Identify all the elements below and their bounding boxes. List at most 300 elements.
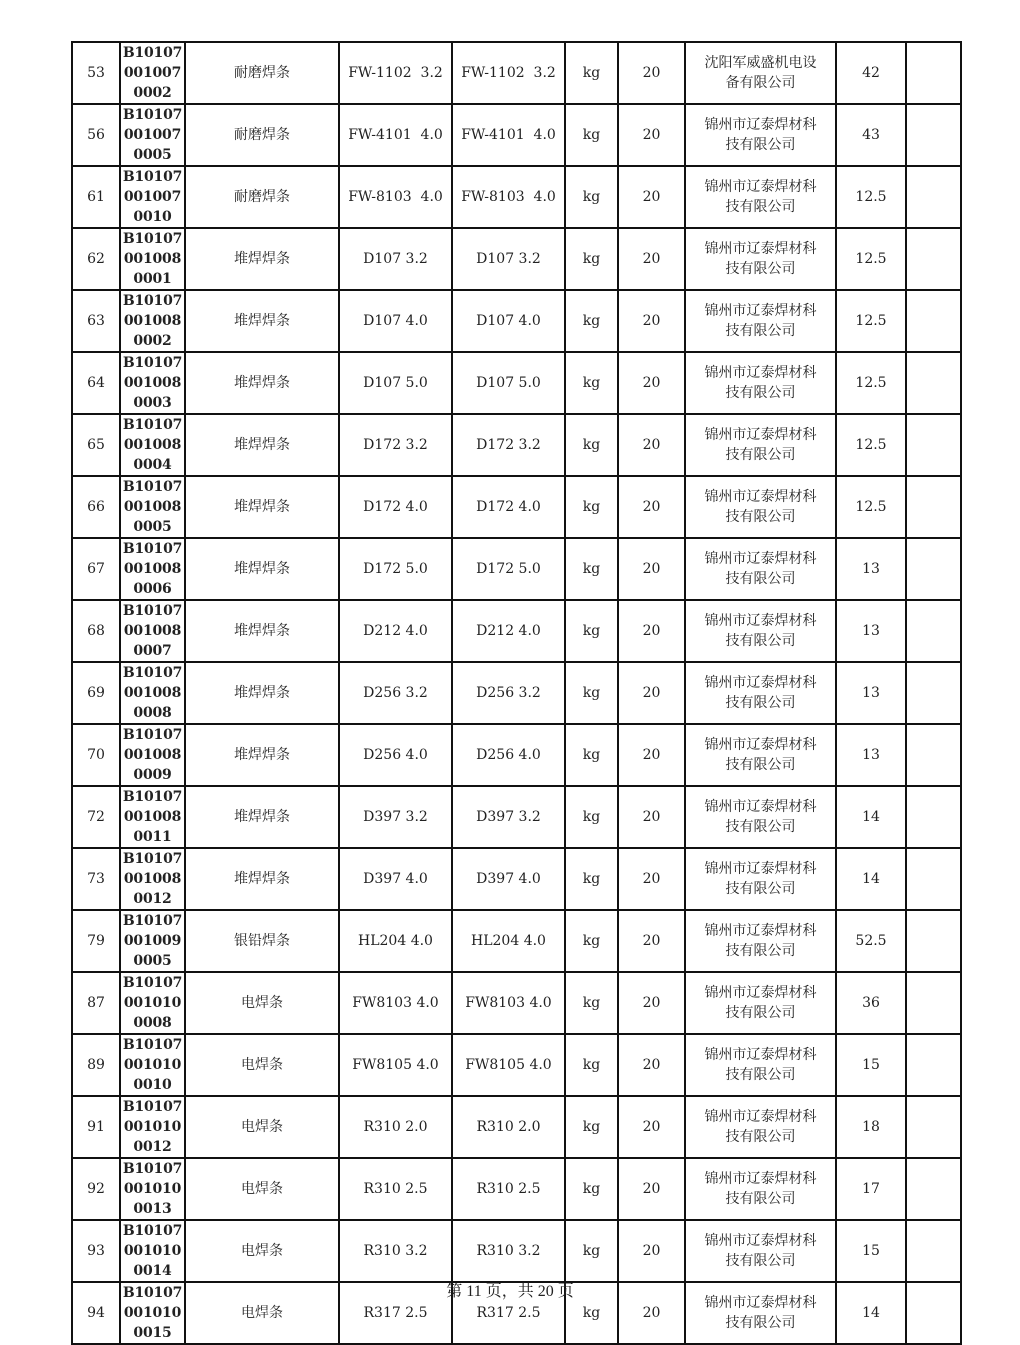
unit-price xyxy=(836,42,906,104)
specification xyxy=(339,42,452,104)
supplier xyxy=(685,538,836,600)
row-number-text: 79 xyxy=(87,933,105,949)
supplier-text: 锦州市辽泰焊材科 xyxy=(704,799,817,815)
model-text: D397 4.0 xyxy=(476,871,541,887)
specification-text: FW-1102 3.2 xyxy=(348,65,443,81)
material-name-text: 耐磨焊条 xyxy=(234,127,290,143)
material-code-text: B10107001010 xyxy=(122,1037,183,1073)
supplier xyxy=(685,476,836,538)
row-number-text: 68 xyxy=(87,623,105,639)
remark xyxy=(906,724,961,786)
material-name-text: 电焊条 xyxy=(241,1305,283,1321)
model-text: FW8105 4.0 xyxy=(465,1057,552,1073)
unit-price xyxy=(836,1220,906,1282)
unit-text: kg xyxy=(582,995,601,1011)
supplier-text: 锦州市辽泰焊材科 xyxy=(704,551,817,567)
unit-price xyxy=(836,290,906,352)
material-code xyxy=(120,724,185,786)
unit-text: kg xyxy=(582,313,601,329)
row-number xyxy=(72,104,120,166)
unit-price-text: 13 xyxy=(862,623,880,639)
model-text: D212 4.0 xyxy=(476,623,541,639)
table-row xyxy=(72,848,961,910)
material-code-text: 0010 xyxy=(133,209,172,225)
quantity-text: 20 xyxy=(642,933,661,949)
material-code-text: 0002 xyxy=(133,85,172,101)
material-code-text: 0014 xyxy=(133,1263,172,1279)
unit-price-text: 12.5 xyxy=(855,313,887,329)
material-code xyxy=(120,104,185,166)
quantity-text: 20 xyxy=(642,499,661,515)
material-code-text: B10107001008 xyxy=(122,665,183,701)
quantity-text: 20 xyxy=(642,375,661,391)
quantity xyxy=(618,1220,685,1282)
material-name-text: 堆焊焊条 xyxy=(234,437,290,453)
model xyxy=(452,104,565,166)
specification-text: FW-4101 4.0 xyxy=(348,127,443,143)
unit-price xyxy=(836,166,906,228)
specification-text: FW8105 4.0 xyxy=(352,1057,439,1073)
material-name-text: 堆焊焊条 xyxy=(234,623,290,639)
unit-price-text: 15 xyxy=(862,1243,880,1259)
row-number-text: 65 xyxy=(87,437,105,453)
quantity xyxy=(618,786,685,848)
material-code xyxy=(120,1034,185,1096)
unit-text: kg xyxy=(582,189,601,205)
material-name xyxy=(185,538,339,600)
quantity-text: 20 xyxy=(642,437,661,453)
model-text: D172 5.0 xyxy=(476,561,541,577)
material-name xyxy=(185,166,339,228)
unit xyxy=(565,662,618,724)
quantity-text: 20 xyxy=(642,189,661,205)
quantity-text: 20 xyxy=(642,995,661,1011)
specification-text: D256 3.2 xyxy=(363,685,428,701)
supplier xyxy=(685,910,836,972)
unit xyxy=(565,600,618,662)
supplier xyxy=(685,1220,836,1282)
row-number-text: 64 xyxy=(87,375,105,391)
specification xyxy=(339,166,452,228)
unit-text: kg xyxy=(582,65,601,81)
supplier-text: 技有限公司 xyxy=(725,943,796,959)
supplier-text: 沈阳军威盛机电设 xyxy=(704,55,817,71)
row-number xyxy=(72,972,120,1034)
supplier-text: 技有限公司 xyxy=(725,1005,796,1021)
supplier-text: 锦州市辽泰焊材科 xyxy=(704,303,817,319)
remark xyxy=(906,42,961,104)
remark xyxy=(906,290,961,352)
unit-price-text: 14 xyxy=(862,871,880,887)
unit-text: kg xyxy=(582,871,601,887)
material-name xyxy=(185,662,339,724)
unit xyxy=(565,1096,618,1158)
remark xyxy=(906,414,961,476)
unit xyxy=(565,414,618,476)
unit xyxy=(565,42,618,104)
unit-price xyxy=(836,972,906,1034)
supplier-text: 技有限公司 xyxy=(725,633,796,649)
supplier-text: 技有限公司 xyxy=(725,509,796,525)
quantity xyxy=(618,228,685,290)
quantity-text: 20 xyxy=(642,1057,661,1073)
unit-price-text: 14 xyxy=(862,809,880,825)
material-code xyxy=(120,786,185,848)
supplier-text: 锦州市辽泰焊材科 xyxy=(704,241,817,257)
model-text: HL204 4.0 xyxy=(471,933,546,949)
unit-text: kg xyxy=(582,561,601,577)
material-code xyxy=(120,538,185,600)
material-code-text: 0003 xyxy=(133,395,172,411)
material-code-text: B10107001008 xyxy=(122,293,183,329)
material-code-text: 0005 xyxy=(133,147,172,163)
material-name-text: 电焊条 xyxy=(241,995,283,1011)
quantity-text: 20 xyxy=(642,127,661,143)
specification xyxy=(339,724,452,786)
model xyxy=(452,910,565,972)
unit-price xyxy=(836,104,906,166)
table-row xyxy=(72,1158,961,1220)
model xyxy=(452,1158,565,1220)
material-code-text: 0008 xyxy=(133,1015,172,1031)
row-number-text: 92 xyxy=(87,1181,105,1197)
model xyxy=(452,166,565,228)
material-code-text: 0009 xyxy=(133,767,172,783)
remark xyxy=(906,1158,961,1220)
quantity-text: 20 xyxy=(642,809,661,825)
quantity xyxy=(618,476,685,538)
remark xyxy=(906,352,961,414)
quantity xyxy=(618,104,685,166)
unit-price xyxy=(836,1096,906,1158)
row-number xyxy=(72,1096,120,1158)
unit-price-text: 13 xyxy=(862,747,880,763)
model-text: D256 3.2 xyxy=(476,685,541,701)
material-name-text: 耐磨焊条 xyxy=(234,65,290,81)
unit-price-text: 52.5 xyxy=(855,933,887,949)
unit-price xyxy=(836,724,906,786)
quantity-text: 20 xyxy=(642,1243,661,1259)
supplier-text: 锦州市辽泰焊材科 xyxy=(704,613,817,629)
quantity-text: 20 xyxy=(642,65,661,81)
material-name-text: 堆焊焊条 xyxy=(234,685,290,701)
material-code xyxy=(120,972,185,1034)
material-name xyxy=(185,42,339,104)
material-code-text: B10107001008 xyxy=(122,355,183,391)
price-table xyxy=(71,41,962,1345)
unit xyxy=(565,1034,618,1096)
material-code xyxy=(120,290,185,352)
specification xyxy=(339,848,452,910)
supplier xyxy=(685,228,836,290)
quantity xyxy=(618,538,685,600)
quantity xyxy=(618,414,685,476)
quantity xyxy=(618,662,685,724)
specification xyxy=(339,786,452,848)
specification-text: D172 3.2 xyxy=(363,437,428,453)
model-text: FW-8103 4.0 xyxy=(461,189,556,205)
quantity xyxy=(618,1096,685,1158)
material-name xyxy=(185,414,339,476)
specification xyxy=(339,476,452,538)
material-name-text: 堆焊焊条 xyxy=(234,747,290,763)
table-row xyxy=(72,972,961,1034)
row-number-text: 66 xyxy=(87,499,105,515)
table-row xyxy=(72,1034,961,1096)
specification-text: R310 2.5 xyxy=(363,1181,428,1197)
unit-price-text: 36 xyxy=(862,995,880,1011)
specification-text: D256 4.0 xyxy=(363,747,428,763)
specification-text: R317 2.5 xyxy=(363,1305,428,1321)
table-row xyxy=(72,1096,961,1158)
unit-price-text: 12.5 xyxy=(855,375,887,391)
remark xyxy=(906,1034,961,1096)
unit xyxy=(565,910,618,972)
quantity-text: 20 xyxy=(642,251,661,267)
table-row xyxy=(72,662,961,724)
specification xyxy=(339,662,452,724)
model xyxy=(452,1220,565,1282)
supplier xyxy=(685,1034,836,1096)
quantity xyxy=(618,1158,685,1220)
quantity xyxy=(618,600,685,662)
row-number-text: 70 xyxy=(87,747,105,763)
material-code-text: B10107001007 xyxy=(122,169,183,205)
row-number-text: 73 xyxy=(87,871,105,887)
specification xyxy=(339,228,452,290)
material-code-text: B10107001007 xyxy=(122,45,183,81)
material-code-text: 0015 xyxy=(133,1325,172,1341)
table-row xyxy=(72,724,961,786)
unit-price-text: 13 xyxy=(862,561,880,577)
model-text: D107 3.2 xyxy=(476,251,541,267)
row-number xyxy=(72,786,120,848)
remark xyxy=(906,1096,961,1158)
table-row xyxy=(72,476,961,538)
supplier-text: 技有限公司 xyxy=(725,447,796,463)
material-name-text: 电焊条 xyxy=(241,1181,283,1197)
row-number xyxy=(72,848,120,910)
remark xyxy=(906,848,961,910)
material-name-text: 堆焊焊条 xyxy=(234,499,290,515)
material-name xyxy=(185,476,339,538)
supplier xyxy=(685,1158,836,1220)
row-number-text: 89 xyxy=(87,1057,105,1073)
remark xyxy=(906,600,961,662)
supplier-text: 锦州市辽泰焊材科 xyxy=(704,1109,817,1125)
model xyxy=(452,352,565,414)
model xyxy=(452,1034,565,1096)
supplier-text: 锦州市辽泰焊材科 xyxy=(704,1171,817,1187)
supplier xyxy=(685,414,836,476)
unit xyxy=(565,476,618,538)
specification-text: D397 3.2 xyxy=(363,809,428,825)
specification-text: HL204 4.0 xyxy=(358,933,433,949)
row-number-text: 53 xyxy=(87,65,105,81)
unit-price xyxy=(836,910,906,972)
quantity xyxy=(618,848,685,910)
model xyxy=(452,724,565,786)
specification-text: D107 4.0 xyxy=(363,313,428,329)
material-name-text: 堆焊焊条 xyxy=(234,809,290,825)
supplier xyxy=(685,848,836,910)
unit-text: kg xyxy=(582,1057,601,1073)
unit-text: kg xyxy=(582,685,601,701)
specification xyxy=(339,1096,452,1158)
unit-price-text: 17 xyxy=(862,1181,880,1197)
supplier-text: 技有限公司 xyxy=(725,571,796,587)
supplier-text: 锦州市辽泰焊材科 xyxy=(704,1047,817,1063)
specification xyxy=(339,972,452,1034)
unit-price-text: 42 xyxy=(862,65,880,81)
unit-price xyxy=(836,538,906,600)
material-name-text: 电焊条 xyxy=(241,1057,283,1073)
material-code-text: 0007 xyxy=(133,643,172,659)
model-text: FW-4101 4.0 xyxy=(461,127,556,143)
supplier xyxy=(685,104,836,166)
material-code xyxy=(120,414,185,476)
material-name xyxy=(185,600,339,662)
material-code xyxy=(120,1158,185,1220)
unit xyxy=(565,104,618,166)
material-code-text: B10107001008 xyxy=(122,231,183,267)
material-code xyxy=(120,910,185,972)
quantity-text: 20 xyxy=(642,747,661,763)
material-code xyxy=(120,1096,185,1158)
material-code xyxy=(120,166,185,228)
quantity xyxy=(618,972,685,1034)
specification-text: D397 4.0 xyxy=(363,871,428,887)
row-number-text: 56 xyxy=(87,127,105,143)
table-row xyxy=(72,290,961,352)
model xyxy=(452,1096,565,1158)
unit-text: kg xyxy=(582,437,601,453)
remark xyxy=(906,786,961,848)
specification-text: FW8103 4.0 xyxy=(352,995,439,1011)
model xyxy=(452,228,565,290)
row-number-text: 67 xyxy=(87,561,105,577)
supplier-text: 锦州市辽泰焊材科 xyxy=(704,179,817,195)
quantity xyxy=(618,290,685,352)
unit xyxy=(565,848,618,910)
table-row xyxy=(72,538,961,600)
unit-price-text: 14 xyxy=(862,1305,880,1321)
material-code-text: B10107001010 xyxy=(122,1285,183,1321)
row-number-text: 94 xyxy=(87,1305,105,1321)
page-footer: 第 11 页，共 20 页 xyxy=(446,1283,574,1300)
row-number xyxy=(72,166,120,228)
model xyxy=(452,600,565,662)
material-name xyxy=(185,848,339,910)
remark xyxy=(906,972,961,1034)
material-name-text: 堆焊焊条 xyxy=(234,561,290,577)
material-code-text: B10107001010 xyxy=(122,975,183,1011)
supplier xyxy=(685,724,836,786)
specification xyxy=(339,910,452,972)
table-row xyxy=(72,352,961,414)
row-number-text: 87 xyxy=(87,995,105,1011)
material-name-text: 堆焊焊条 xyxy=(234,871,290,887)
specification xyxy=(339,290,452,352)
remark xyxy=(906,476,961,538)
unit xyxy=(565,352,618,414)
specification xyxy=(339,1158,452,1220)
row-number xyxy=(72,352,120,414)
unit-text: kg xyxy=(582,1243,601,1259)
specification xyxy=(339,600,452,662)
specification-text: D172 5.0 xyxy=(363,561,428,577)
model-text: R317 2.5 xyxy=(476,1305,541,1321)
model xyxy=(452,414,565,476)
row-number-text: 61 xyxy=(87,189,105,205)
row-number xyxy=(72,414,120,476)
remark xyxy=(906,166,961,228)
unit xyxy=(565,724,618,786)
remark xyxy=(906,538,961,600)
model xyxy=(452,476,565,538)
model xyxy=(452,662,565,724)
material-name xyxy=(185,1034,339,1096)
supplier-text: 技有限公司 xyxy=(725,1315,796,1331)
supplier-text: 锦州市辽泰焊材科 xyxy=(704,489,817,505)
material-code xyxy=(120,228,185,290)
supplier-text: 锦州市辽泰焊材科 xyxy=(704,1295,817,1311)
material-code-text: B10107001008 xyxy=(122,851,183,887)
specification xyxy=(339,1220,452,1282)
supplier-text: 锦州市辽泰焊材科 xyxy=(704,985,817,1001)
row-number xyxy=(72,724,120,786)
table-body xyxy=(72,42,961,1344)
material-name xyxy=(185,1096,339,1158)
unit-price xyxy=(836,662,906,724)
material-code xyxy=(120,600,185,662)
supplier-text: 备有限公司 xyxy=(725,75,796,91)
model xyxy=(452,972,565,1034)
material-code-text: 0006 xyxy=(133,581,172,597)
unit-price-text: 12.5 xyxy=(855,189,887,205)
table-row xyxy=(72,228,961,290)
row-number xyxy=(72,290,120,352)
unit-price xyxy=(836,1158,906,1220)
row-number xyxy=(72,476,120,538)
material-name-text: 堆焊焊条 xyxy=(234,313,290,329)
supplier-text: 技有限公司 xyxy=(725,819,796,835)
row-number xyxy=(72,600,120,662)
material-code xyxy=(120,42,185,104)
supplier-text: 技有限公司 xyxy=(725,1191,796,1207)
unit-price xyxy=(836,352,906,414)
specification xyxy=(339,1034,452,1096)
material-name xyxy=(185,290,339,352)
material-name-text: 堆焊焊条 xyxy=(234,375,290,391)
unit xyxy=(565,1158,618,1220)
quantity xyxy=(618,42,685,104)
row-number xyxy=(72,1158,120,1220)
model-text: R310 2.5 xyxy=(476,1181,541,1197)
material-code-text: 0001 xyxy=(133,271,172,287)
model-text: R310 3.2 xyxy=(476,1243,541,1259)
model-text: D256 4.0 xyxy=(476,747,541,763)
unit-text: kg xyxy=(582,747,601,763)
material-code-text: B10107001008 xyxy=(122,541,183,577)
material-code xyxy=(120,476,185,538)
unit-price xyxy=(836,414,906,476)
supplier-text: 锦州市辽泰焊材科 xyxy=(704,427,817,443)
material-code-text: 0008 xyxy=(133,705,172,721)
material-name xyxy=(185,972,339,1034)
supplier-text: 技有限公司 xyxy=(725,323,796,339)
material-code-text: 0011 xyxy=(133,829,172,845)
